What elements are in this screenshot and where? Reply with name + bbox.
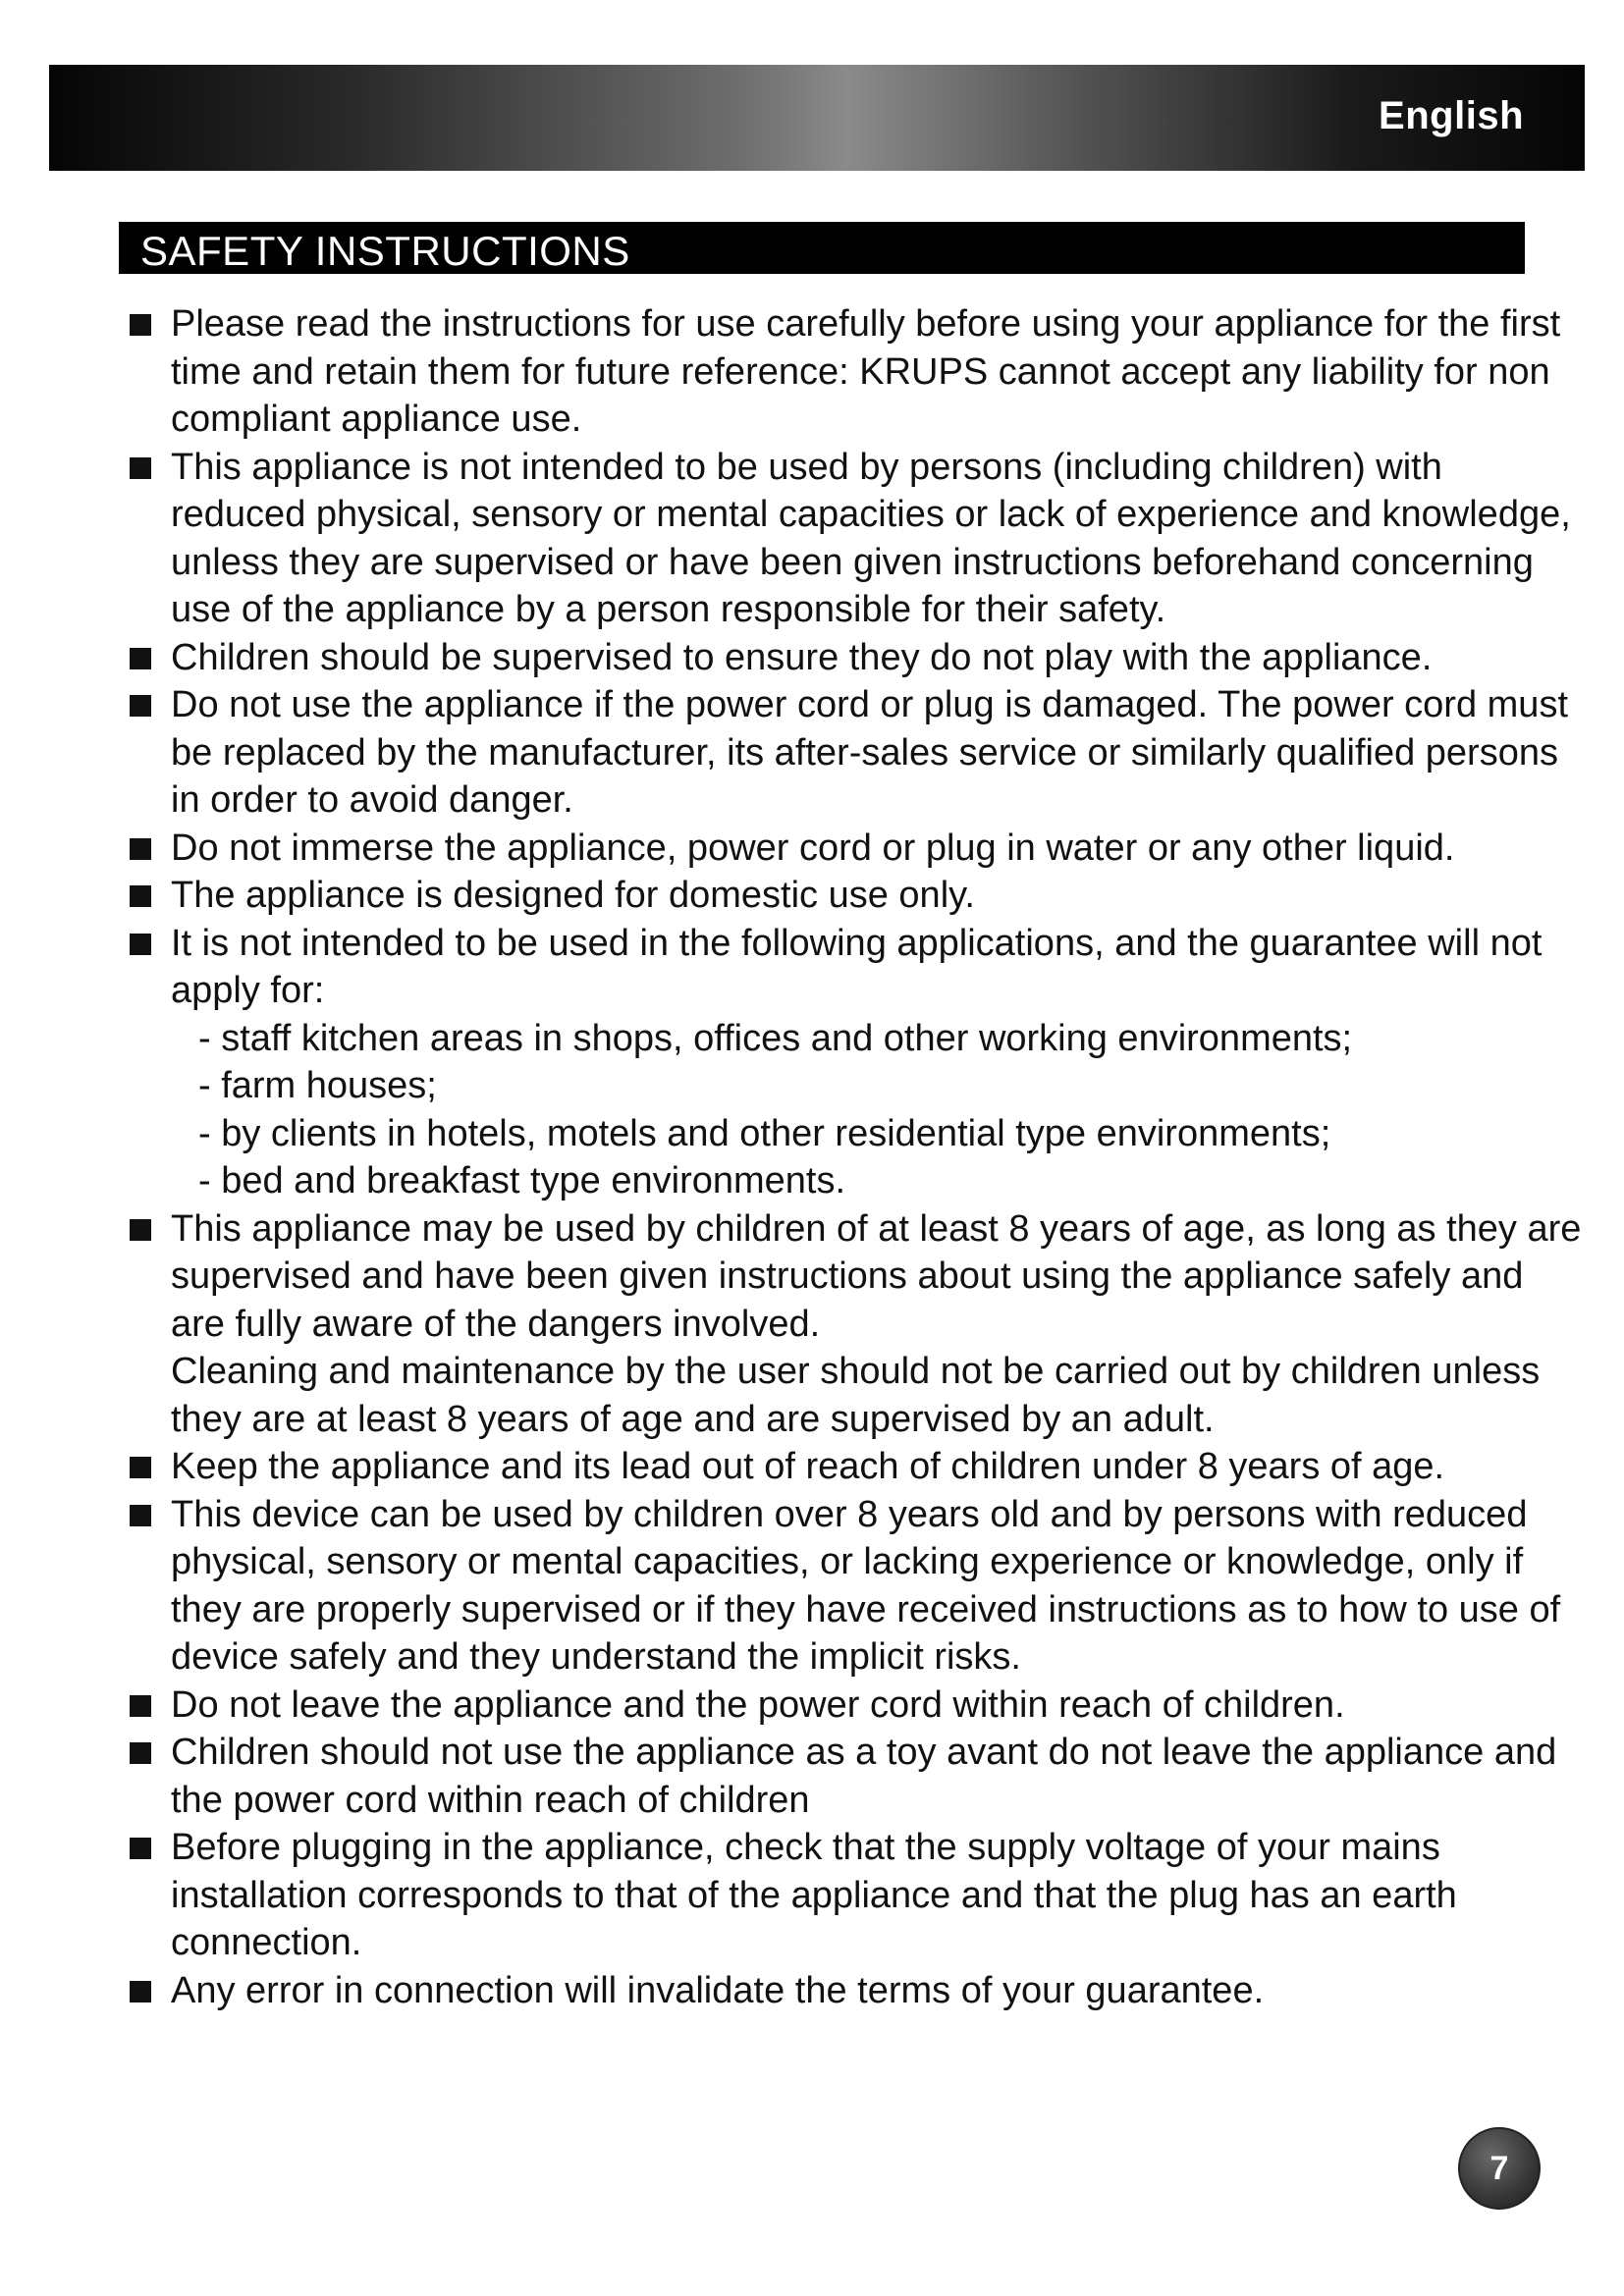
excluded-uses-list — [171, 1015, 1585, 1205]
item-text: It is not intended to be used in the following applications, and the guarantee will not apply for: — [171, 922, 1543, 1011]
square-bullet-icon — [130, 457, 151, 479]
square-bullet-icon — [130, 1838, 151, 1859]
list-item — [118, 1491, 1585, 1682]
list-item — [118, 872, 1585, 920]
sub-list-item: - by clients in hotels, motels and other residential type environments; — [198, 1112, 1331, 1154]
square-bullet-icon — [130, 1505, 151, 1526]
item-extra-paragraph: Cleaning and maintenance by the user should not be carried out by children unless they are at least 8 years of age and are supervised by an adult. — [171, 1351, 1541, 1440]
language-label: English — [1379, 94, 1524, 137]
square-bullet-icon — [130, 695, 151, 717]
list-item — [118, 1967, 1585, 2015]
item-text: Keep the appliance and its lead out of reach of children under 8 years of age. — [171, 1446, 1445, 1487]
list-item — [118, 300, 1585, 444]
square-bullet-icon — [130, 1457, 151, 1478]
list-item — [118, 1729, 1585, 1824]
list-item — [118, 1824, 1585, 1967]
square-bullet-icon — [130, 1695, 151, 1717]
square-bullet-icon — [130, 838, 151, 860]
item-text: Do not leave the appliance and the power cord within reach of children. — [171, 1683, 1345, 1726]
square-bullet-icon — [130, 648, 151, 669]
item-text: This appliance may be used by children of at least 8 years of age, as long as they are supervised and have been given instructions about using the appliance safely and are fully aware of the dangers involved. — [171, 1207, 1582, 1345]
item-text: Please read the instructions for use carefully before using your appliance for the first time and retain them for future reference: KRUPS cannot accept any liability for non compliant appliance use. — [171, 303, 1561, 440]
list-item — [118, 634, 1585, 682]
list-item — [118, 1205, 1585, 1444]
item-text: Any error in connection will invalidate the terms of your guarantee. — [171, 1969, 1265, 2011]
sub-list-item: - staff kitchen areas in shops, offices and other working environments; — [198, 1017, 1353, 1059]
list-item — [118, 444, 1585, 634]
sub-list-item: - bed and breakfast type environments. — [198, 1160, 846, 1201]
item-text: This device can be used by children over 8 years old and by persons with reduced physical, sensory or mental capacities, or lacking experience or knowledge, only if they are properly supervised or if they have received instructions as to how to use of device safely and they understand the implicit risks. — [171, 1493, 1561, 1678]
square-bullet-icon — [130, 1219, 151, 1241]
list-item — [118, 825, 1585, 873]
item-text: Do not immerse the appliance, power cord or plug in water or any other liquid. — [171, 827, 1455, 869]
section-title: SAFETY INSTRUCTIONS — [140, 228, 630, 274]
page-number-badge: 7 — [1458, 2127, 1541, 2210]
item-text: This appliance is not intended to be used by persons (including children) with reduced physical, sensory or mental capacities or lack of experience and knowledge, unless they are supervised or have been given instructions beforehand concerning use of the appliance by a person responsible for their safety. — [171, 446, 1571, 630]
list-item — [118, 1443, 1585, 1491]
sub-list-item: - farm houses; — [198, 1065, 437, 1106]
item-text: Children should be supervised to ensure they do not play with the appliance. — [171, 636, 1433, 678]
square-bullet-icon — [130, 885, 151, 907]
list-item — [118, 1682, 1585, 1730]
item-text: Before plugging in the appliance, check that the supply voltage of your mains installation corresponds to that of the appliance and that the plug has an earth connection. — [171, 1827, 1457, 1963]
item-text: Children should not use the appliance as a toy avant do not leave the appliance and the power cord within reach of children — [171, 1732, 1557, 1821]
top-band — [49, 65, 1585, 171]
item-text: Do not use the appliance if the power cord or plug is damaged. The power cord must be replaced by the manufacturer, its after-sales service or similarly qualified persons in order to avoid danger. — [171, 684, 1568, 821]
list-item — [118, 681, 1585, 825]
square-bullet-icon — [130, 314, 151, 336]
instruction-list — [118, 300, 1585, 2014]
item-text: The appliance is designed for domestic use only. — [171, 875, 975, 916]
section-header — [119, 222, 1525, 274]
square-bullet-icon — [130, 1742, 151, 1764]
square-bullet-icon — [130, 934, 151, 955]
list-item — [118, 920, 1585, 1205]
safety-instructions-body — [118, 300, 1585, 2107]
square-bullet-icon — [130, 1981, 151, 2002]
